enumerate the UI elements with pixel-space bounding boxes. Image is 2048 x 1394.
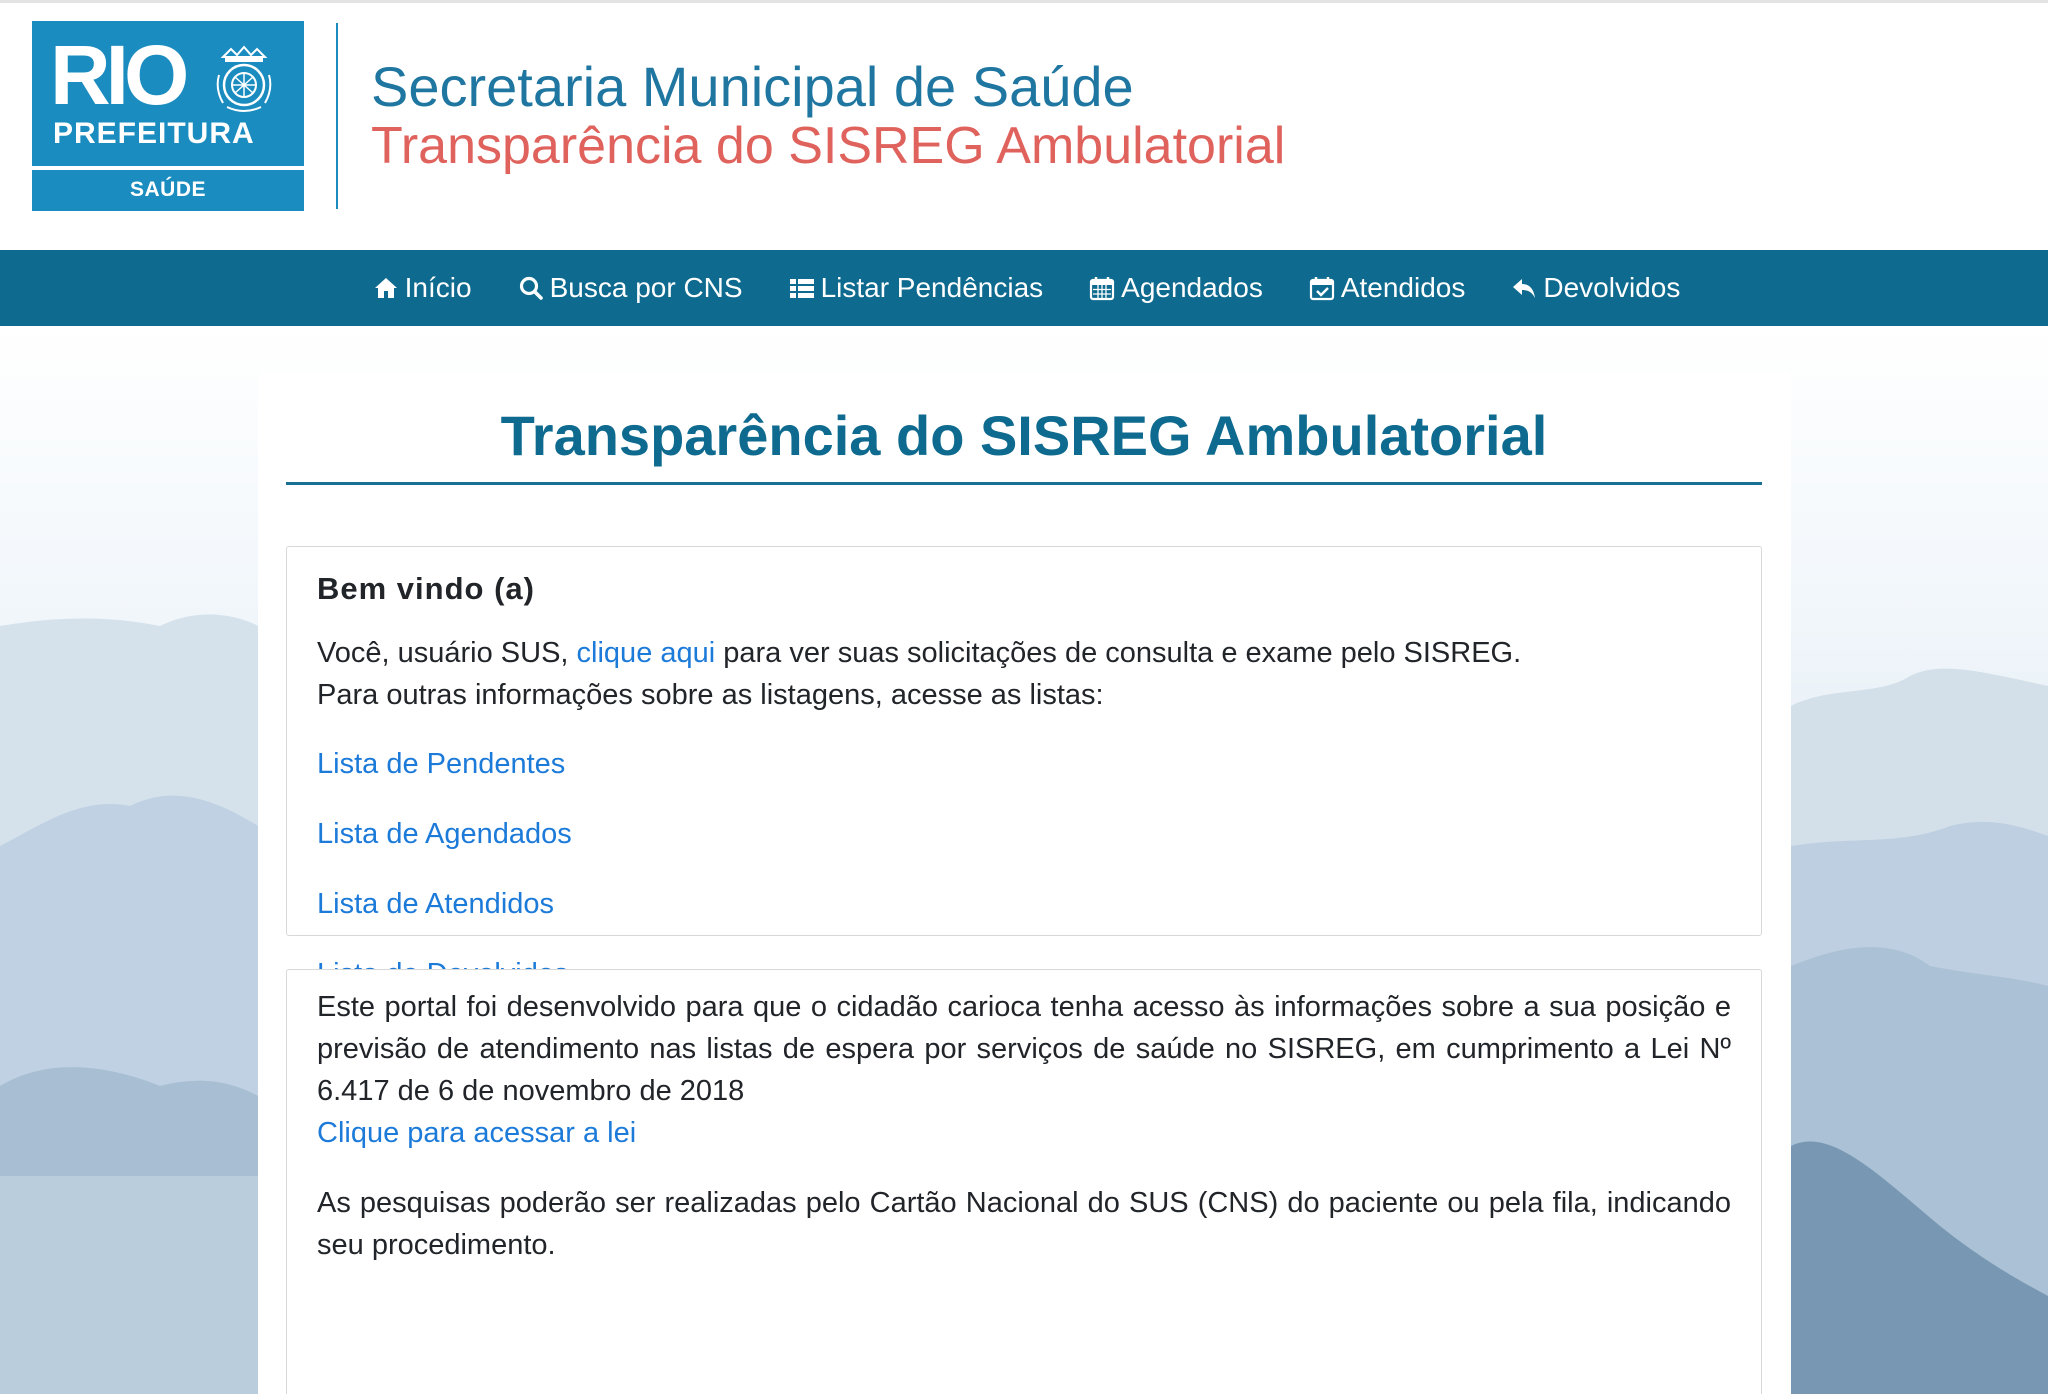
welcome-line-1 [317,632,1521,674]
nav-label-atendidos: Atendidos [1340,272,1466,303]
search-icon [518,275,544,301]
header-divider [336,23,338,209]
title-underline [286,482,1762,485]
nav-item-atendidos[interactable] [1309,272,1466,304]
prefeitura-rio-logo[interactable] [32,21,304,211]
nav-item-listar-pendencias[interactable] [789,272,1044,304]
home-icon [373,275,399,301]
nav-item-agendados[interactable] [1089,272,1263,304]
list-icon [789,275,815,301]
logo-prefeitura-text: PREFEITURA [53,117,255,150]
nav-label-devolvidos: Devolvidos [1543,272,1681,303]
welcome-line-1-suffix: para ver suas solicitações de consulta e exame pelo SISREG. [723,637,1522,669]
lista-agendados-link[interactable]: Lista de Agendados [317,818,572,850]
header-title: Secretaria Municipal de Saúde [371,55,1134,118]
nav-label-busca-cns: Busca por CNS [549,272,743,303]
logo-rio-text: RIO [50,28,185,122]
welcome-line-1-prefix: Você, usuário SUS, [317,637,569,669]
calendar-check-icon [1309,275,1335,301]
main-panel [258,372,1791,1394]
info-paragraph-2: As pesquisas poderão ser realizadas pelo Cartão Nacional do SUS (CNS) do paciente ou pela fila, indicando seu procedimento. [317,1187,1731,1261]
acessar-lei-link[interactable]: Clique para acessar a lei [317,1117,637,1149]
nav-item-inicio[interactable] [373,272,472,304]
welcome-heading: Bem vindo (a) [317,571,535,606]
nav-label-agendados: Agendados [1121,272,1263,303]
reply-icon [1511,275,1537,301]
info-card [286,969,1762,1394]
nav-label-inicio: Início [404,272,472,303]
info-paragraph-1: Este portal foi desenvolvido para que o cidadão carioca tenha acesso às informações sobre a sua posição e previsão de atendimento nas listas de espera por serviços de saúde no SISREG, em cumprimento a Lei Nº 6.417 de 6 de novembro de 2018 [317,991,1731,1107]
lista-atendidos-link[interactable]: Lista de Atendidos [317,888,555,920]
calendar-icon [1089,275,1115,301]
logo-saude-text: SAÚDE [129,178,206,201]
logo-divider [32,166,304,170]
lista-pendentes-link[interactable]: Lista de Pendentes [317,748,566,780]
main-navbar [0,250,2048,326]
coat-of-arms-icon [213,45,275,115]
page-title: Transparência do SISREG Ambulatorial [500,404,1548,467]
nav-item-busca-cns[interactable] [518,272,743,304]
welcome-line-2: Para outras informações sobre as listagens, acesse as listas: [317,679,1104,711]
nav-item-devolvidos[interactable] [1511,272,1680,304]
header-subtitle: Transparência do SISREG Ambulatorial [371,117,1286,175]
clique-aqui-link[interactable]: clique aqui [576,637,716,669]
site-header [0,3,2048,250]
welcome-card [286,546,1762,936]
nav-label-listar-pendencias: Listar Pendências [820,272,1044,303]
